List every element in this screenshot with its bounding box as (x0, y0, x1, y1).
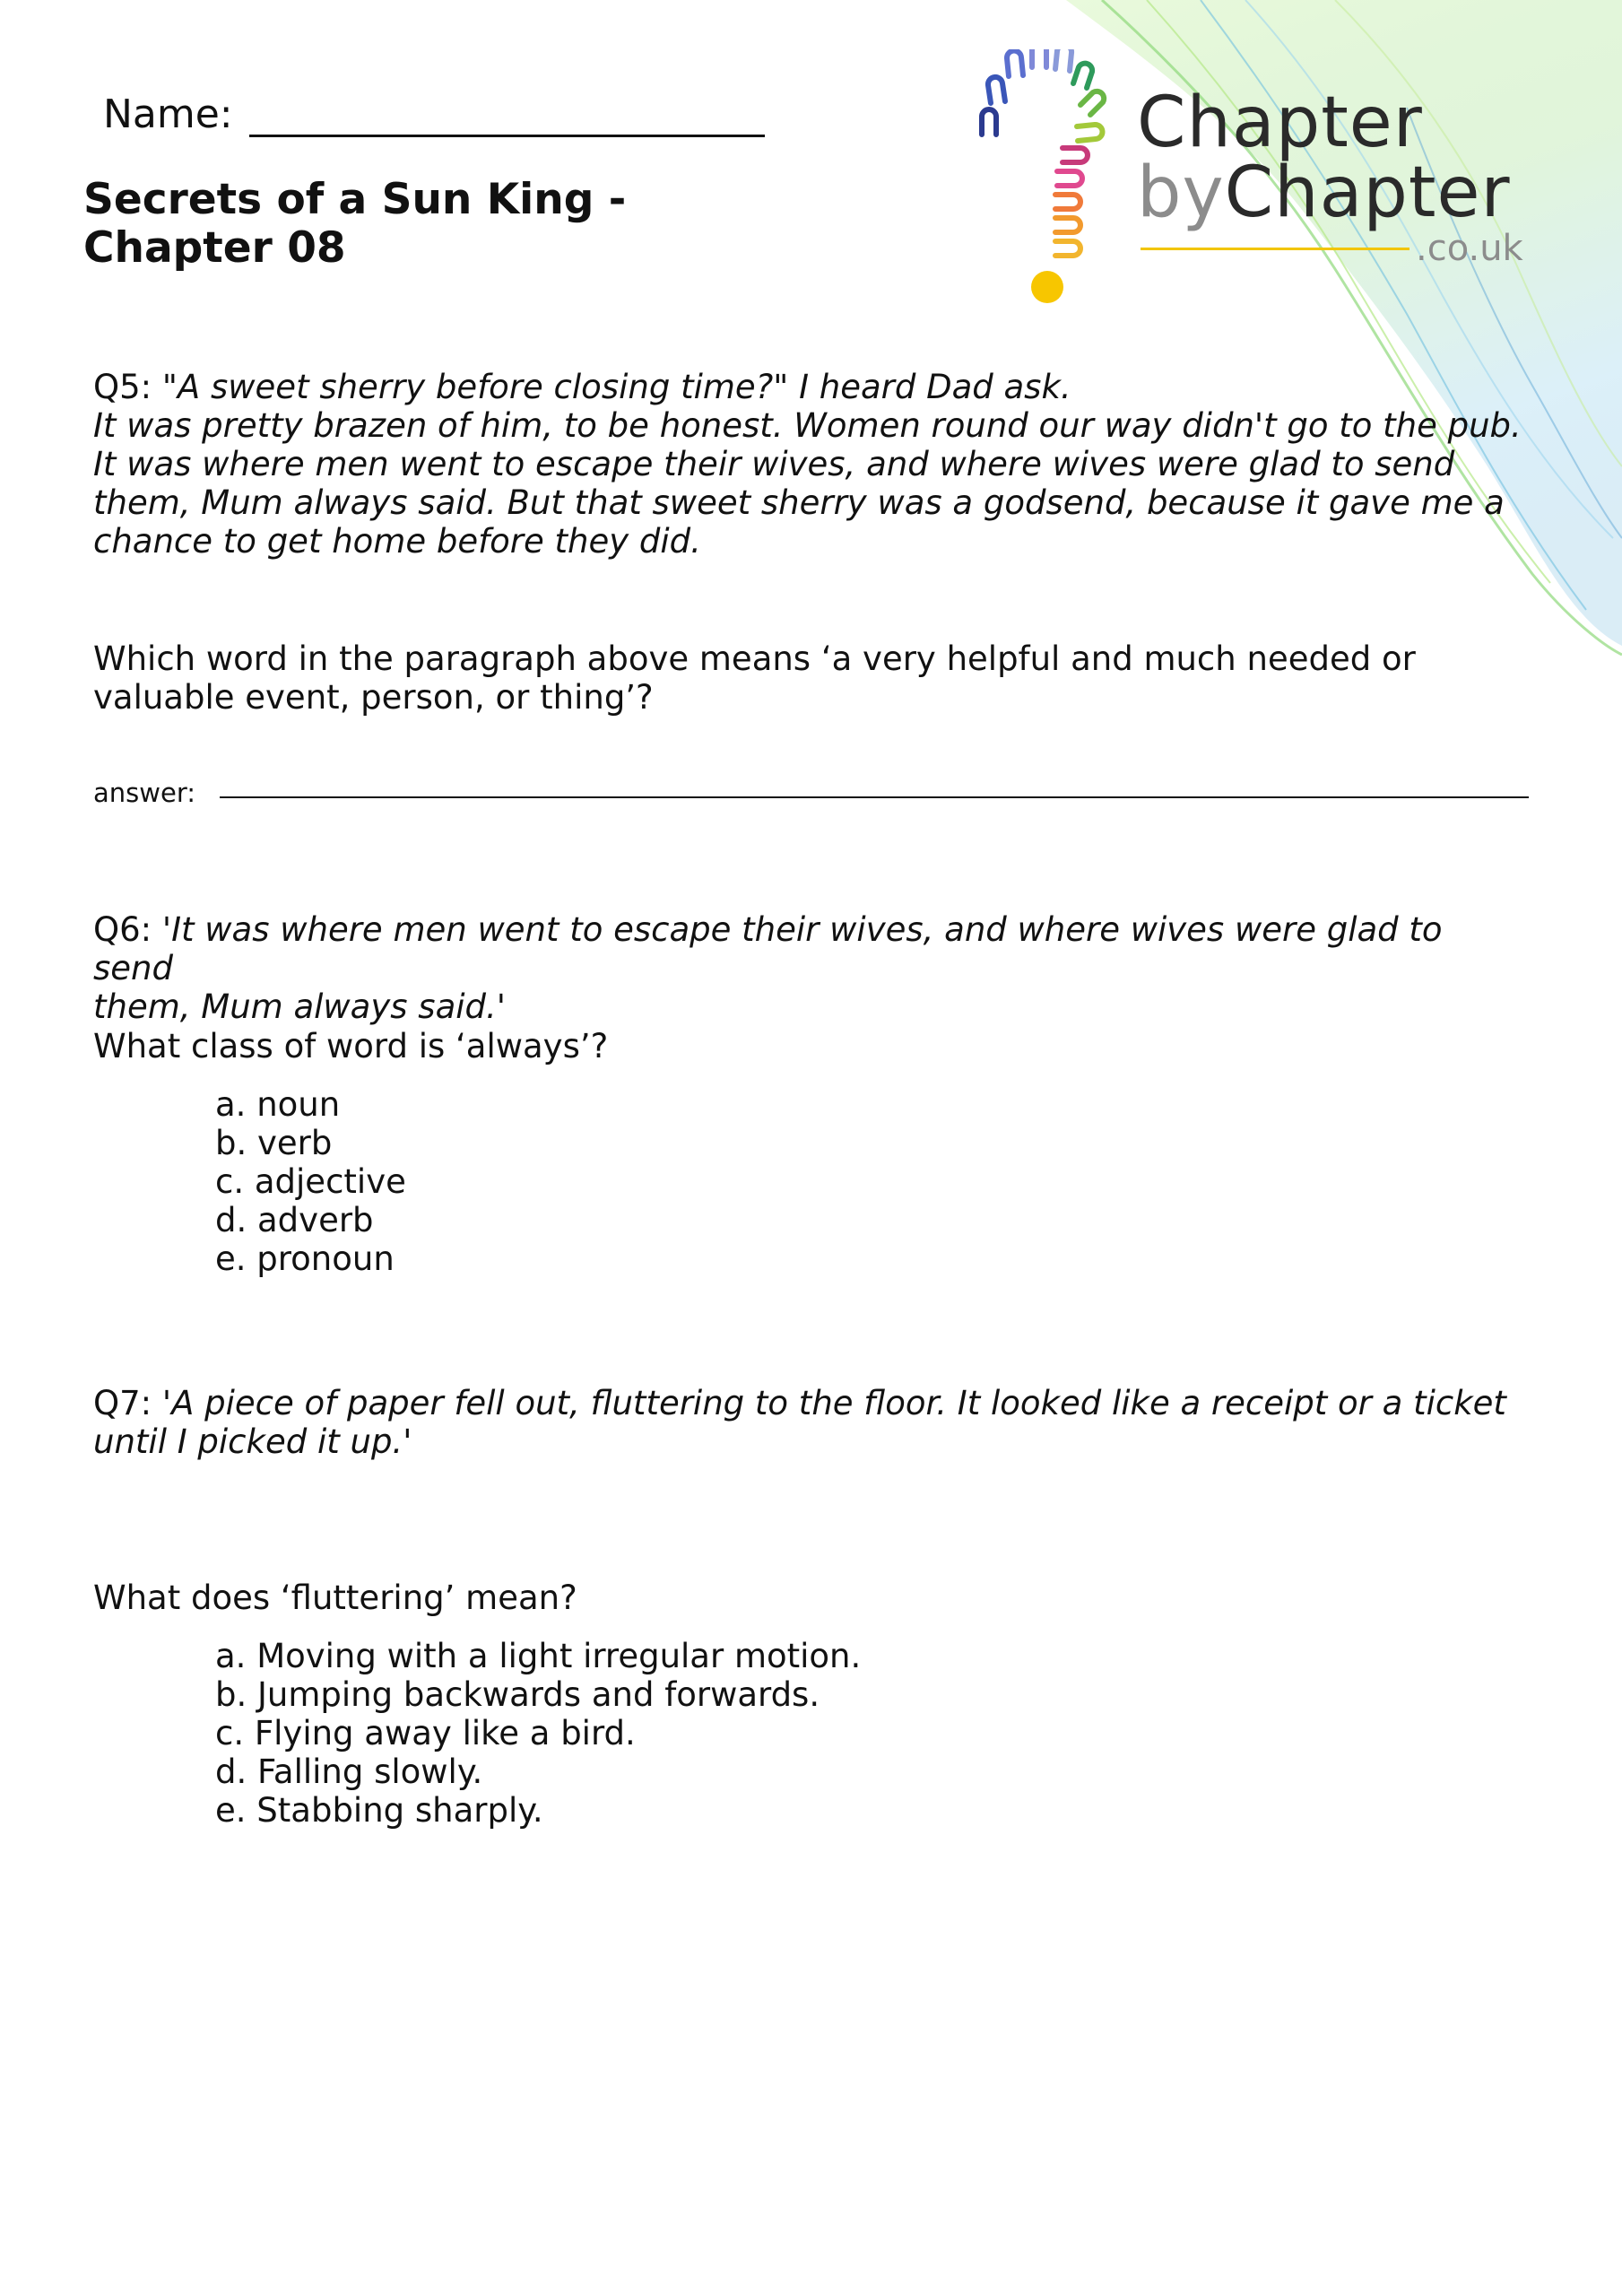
q7-passage-line: 'A piece of paper fell out, fluttering to the floor. It looked like a receipt or a ticket (161, 1384, 1506, 1422)
q7-option[interactable]: b. Jumping backwards and forwards. (215, 1675, 820, 1714)
q5-passage-line: It was pretty brazen of him, to be honest. Women round our way didn't go to the pub. (93, 406, 1522, 445)
q6-option[interactable]: b. verb (215, 1124, 333, 1162)
q6-options (215, 1085, 406, 1278)
q7-option[interactable]: a. Moving with a light irregular motion. (215, 1637, 862, 1675)
q7-label: Q7: (93, 1384, 152, 1422)
q6-option[interactable]: a. noun (215, 1085, 341, 1124)
q5-answer-label: answer: (93, 778, 196, 808)
worksheet-title (83, 176, 711, 273)
q6-option[interactable]: e. pronoun (215, 1239, 395, 1278)
q7-question: What does ‘fluttering’ mean? (93, 1578, 577, 1617)
title-line-2: Chapter 08 (83, 223, 346, 273)
q6-passage-line: 'It was where men went to escape their wives, and where wives were glad to send (93, 910, 1443, 987)
q7-options (215, 1637, 861, 1830)
brand-by: by (1137, 152, 1225, 233)
q5-passage-line: chance to get home before they did. (93, 522, 701, 561)
q5-label: Q5: (93, 368, 152, 406)
title-line-1: Secrets of a Sun King - (83, 175, 627, 224)
q5-passage (93, 368, 1528, 561)
name-row (103, 90, 765, 137)
q7-option[interactable]: e. Stabbing sharply. (215, 1791, 543, 1830)
name-label: Name: (103, 91, 233, 137)
q6-option[interactable]: c. adjective (215, 1162, 406, 1201)
brand-line2 (1137, 152, 1511, 233)
q7-option[interactable]: c. Flying away like a bird. (215, 1714, 636, 1752)
q6-question: What class of word is ‘always’? (93, 1027, 609, 1065)
q7-option[interactable]: d. Falling slowly. (215, 1752, 483, 1791)
q5-passage-line: them, Mum always said. But that sweet sherry was a godsend, because it gave me a (93, 483, 1505, 522)
name-write-line[interactable] (249, 90, 765, 137)
brand-line1: Chapter (1137, 83, 1423, 163)
brand-wordmark (1137, 83, 1523, 269)
q5-passage-line: "A sweet sherry before closing time?" I heard Dad ask. (161, 368, 1071, 406)
q6-label: Q6: (93, 910, 152, 949)
q6-passage (93, 910, 1528, 1026)
q7-passage (93, 1384, 1528, 1461)
q5-question (93, 639, 1528, 717)
q6-passage-line: them, Mum always said.' (93, 987, 506, 1026)
brand-chapter: Chapter (1224, 152, 1511, 233)
q5-question-line: valuable event, person, or thing’? (93, 678, 654, 717)
q6-option[interactable]: d. adverb (215, 1201, 374, 1239)
q5-question-line: Which word in the paragraph above means ‘a very helpful and much needed or (93, 639, 1416, 678)
q5-passage-line: It was where men went to escape their wives, and where wives were glad to send (93, 445, 1455, 483)
brand-underline (1141, 248, 1409, 250)
q5-answer-line[interactable] (220, 796, 1529, 798)
brand-domain: .co.uk (1416, 228, 1523, 269)
q7-passage-line: until I picked it up.' (93, 1422, 412, 1461)
